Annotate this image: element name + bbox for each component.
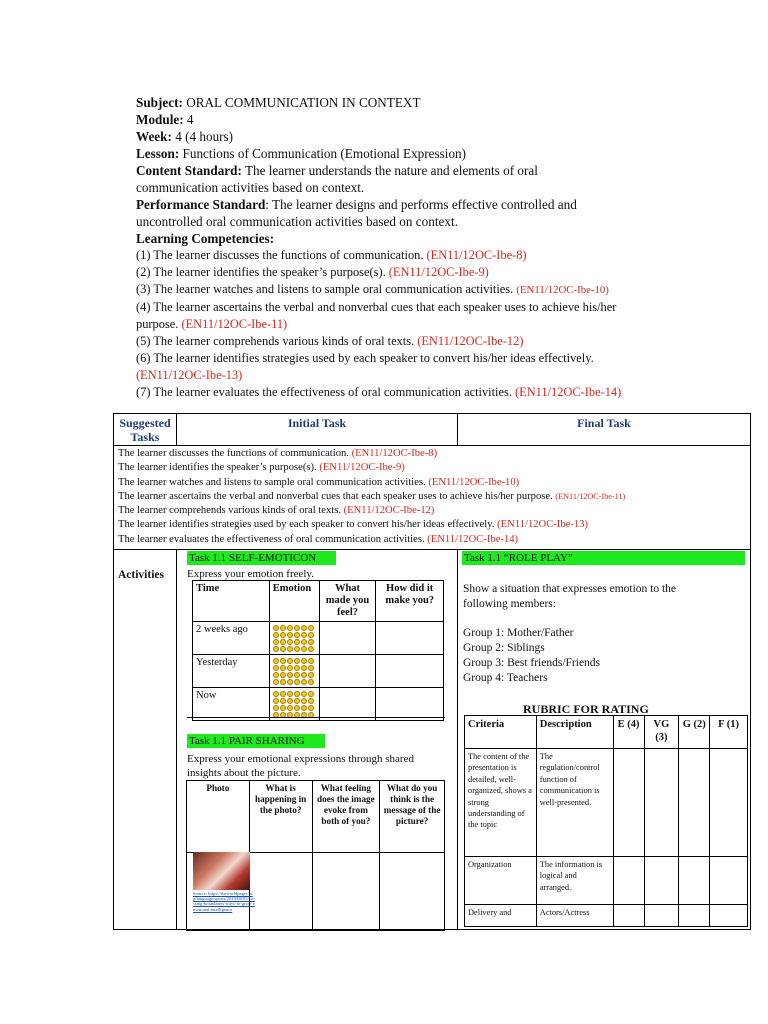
emoji-face-icon xyxy=(287,625,293,631)
emoji-face-icon xyxy=(273,639,279,645)
emoji-face-icon xyxy=(301,705,307,711)
emoji-face-icon xyxy=(301,665,307,671)
emoji-face-icon xyxy=(308,672,314,678)
lesson-header xyxy=(136,94,696,401)
all-tasks-list xyxy=(118,447,748,547)
answer-cell[interactable] xyxy=(376,622,444,655)
emoji-face-icon xyxy=(301,639,307,645)
task-line: The learner identifies strategies used by each speaker to convert his/her ideas effectively. (EN11/12OC-Ibe-13) xyxy=(118,519,588,531)
emoji-face-icon xyxy=(287,705,293,711)
emoji-face-icon xyxy=(273,698,279,704)
divider xyxy=(176,549,177,930)
initial-task-heading: Initial Task xyxy=(287,416,347,430)
rubric-title: RUBRIC FOR RATING xyxy=(523,702,649,716)
competency-7: (7) The learner evaluates the effectiveness of oral communication activities. (EN11/12OC-Ibe-14) xyxy=(136,385,622,399)
task-role-play-title: Task 1.1 “ROLE PLAY” xyxy=(462,551,745,565)
emoji-face-icon xyxy=(294,639,300,645)
competency-6-cont: (EN11/12OC-Ibe-13) xyxy=(136,368,243,382)
emoji-face-icon xyxy=(301,632,307,638)
emoji-face-icon xyxy=(273,625,279,631)
competency-3: (3) The learner watches and listens to sample oral communication activities. (EN11/12OC-Ibe-10) xyxy=(136,282,609,296)
col-message: What do you think is the message of the picture? xyxy=(380,781,445,853)
group-3: Group 3: Best friends/Friends xyxy=(463,657,601,669)
competency-4: (4) The learner ascertains the verbal and nonverbal cues that each speaker uses to achieve his/her xyxy=(136,300,617,314)
col-photo: Photo xyxy=(187,781,250,853)
emoji-face-icon xyxy=(301,691,307,697)
score-cell[interactable] xyxy=(679,857,710,905)
criteria-content: The content of the presentation is detailed, well-organized, shows a strong understanding of the topic xyxy=(465,749,537,857)
emoji-face-icon xyxy=(273,665,279,671)
emoji-face-icon xyxy=(287,691,293,697)
emoji-face-icon xyxy=(280,625,286,631)
task-self-emoticon-title: Task 1.1 SELF-EMOTICON xyxy=(187,551,336,565)
emoji-grid-icon xyxy=(269,655,319,688)
emoji-face-icon xyxy=(280,639,286,645)
group-4: Group 4: Teachers xyxy=(463,672,548,684)
row-yesterday: Yesterday xyxy=(193,655,270,688)
emoji-face-icon xyxy=(287,658,293,664)
emoji-face-icon xyxy=(280,658,286,664)
emoji-grid-icon xyxy=(269,688,319,721)
col-good: G (2) xyxy=(679,716,710,749)
emoji-face-icon xyxy=(287,646,293,652)
answer-cell[interactable] xyxy=(380,853,445,931)
emoji-face-icon xyxy=(294,698,300,704)
score-cell[interactable] xyxy=(613,857,644,905)
self-emoticon-table xyxy=(192,580,444,721)
emoji-face-icon xyxy=(308,679,314,685)
performance-standard-line: Performance Standard: The learner designs and performs effective controlled and xyxy=(136,197,577,212)
emoji-face-icon xyxy=(280,665,286,671)
row-now: Now xyxy=(193,688,270,721)
task-line: The learner discusses the functions of communication. (EN11/12OC-Ibe-8) xyxy=(118,448,438,459)
emoji-face-icon xyxy=(287,679,293,685)
answer-cell[interactable] xyxy=(319,655,376,688)
emoji-grid-icon xyxy=(269,622,319,655)
emoji-face-icon xyxy=(294,646,300,652)
emoji-face-icon xyxy=(287,639,293,645)
score-cell[interactable] xyxy=(613,905,644,927)
description-delivery: Actors/Actress xyxy=(536,905,613,927)
col-how-did-it-make-you: How did it make you? xyxy=(376,581,444,622)
emoji-face-icon xyxy=(308,705,314,711)
answer-cell[interactable] xyxy=(312,853,380,931)
competency-6: (6) The learner identifies strategies used by each speaker to convert his/her ideas effectively. xyxy=(136,351,594,365)
emoji-face-icon xyxy=(308,698,314,704)
final-task-heading: Final Task xyxy=(577,416,631,430)
emoji-face-icon xyxy=(280,705,286,711)
emoji-face-icon xyxy=(301,698,307,704)
col-time: Time xyxy=(193,581,270,622)
task-self-instruction: Express your emotion freely. xyxy=(187,568,314,580)
emoji-face-icon xyxy=(301,672,307,678)
emoji-face-icon xyxy=(287,672,293,678)
criteria-organization: Organization xyxy=(465,857,537,905)
emoji-face-icon xyxy=(294,705,300,711)
emoji-face-icon xyxy=(273,672,279,678)
emoji-faces xyxy=(273,691,316,718)
task-pair-instruction-2: insights about the picture. xyxy=(187,767,301,779)
competency-5: (5) The learner comprehends various kinds of oral texts. (EN11/12OC-Ibe-12) xyxy=(136,334,524,348)
emoji-face-icon xyxy=(280,698,286,704)
content-standard-line-2: communication activities based on context. xyxy=(136,180,365,195)
task-pair-instruction-1: Express your emotional expressions through shared xyxy=(187,753,414,765)
score-cell[interactable] xyxy=(644,749,679,857)
score-cell[interactable] xyxy=(710,749,748,857)
score-cell[interactable] xyxy=(710,857,748,905)
col-very-good: VG (3) xyxy=(644,716,679,749)
emoji-face-icon xyxy=(294,691,300,697)
module-line: Module: 4 xyxy=(136,112,194,127)
emoji-face-icon xyxy=(301,646,307,652)
task-line: The learner evaluates the effectiveness of oral communication activities. (EN11/12OC-Ibe-14) xyxy=(118,533,519,545)
emoji-face-icon xyxy=(287,665,293,671)
emoji-face-icon xyxy=(280,646,286,652)
emoji-face-icon xyxy=(280,632,286,638)
answer-cell[interactable] xyxy=(319,688,376,721)
rubric-table xyxy=(464,715,748,927)
emoji-face-icon xyxy=(308,665,314,671)
col-criteria: Criteria xyxy=(465,716,537,749)
photo-credit-link[interactable]: Source: https://theworldpages.org/language/sports/2019/08/05/crossing-boundaries-ways-to-grow-emotional-intelligence xyxy=(193,891,255,912)
emoji-face-icon xyxy=(294,625,300,631)
answer-cell[interactable] xyxy=(319,622,376,655)
group-2: Group 2: Siblings xyxy=(463,642,545,654)
competencies-heading: Learning Competencies: xyxy=(136,231,275,246)
task-line: The learner ascertains the verbal and nonverbal cues that each speaker uses to achieve his/her purpose. (EN11/12OC-Ibe-11) xyxy=(118,490,626,502)
col-what-made-you-feel: What made you feel? xyxy=(319,581,376,622)
competency-4-cont: purpose. (EN11/12OC-Ibe-11) xyxy=(136,317,288,331)
description-organization: The information is logical and arranged. xyxy=(536,857,613,905)
emoji-face-icon xyxy=(280,672,286,678)
emoji-face-icon xyxy=(273,691,279,697)
task-role-instruction-2: following members: xyxy=(463,598,556,610)
emoji-face-icon xyxy=(308,691,314,697)
emoji-face-icon xyxy=(294,679,300,685)
suggested-tasks-heading: Suggested Tasks xyxy=(119,416,171,444)
emoji-face-icon xyxy=(273,632,279,638)
score-cell[interactable] xyxy=(710,905,748,927)
subject-line: Subject: ORAL COMMUNICATION IN CONTEXT xyxy=(136,95,421,110)
lesson-line: Lesson: Functions of Communication (Emotional Expression) xyxy=(136,146,467,161)
divider xyxy=(457,549,458,930)
col-excellent: E (4) xyxy=(613,716,644,749)
emoji-face-icon xyxy=(280,679,286,685)
week-line: Week: 4 (4 hours) xyxy=(136,129,234,144)
score-cell[interactable] xyxy=(613,749,644,857)
separator-line xyxy=(187,717,445,718)
emoji-face-icon xyxy=(308,639,314,645)
task-role-instruction-1: Show a situation that expresses emotion to the xyxy=(463,583,677,595)
emoji-face-icon xyxy=(287,632,293,638)
emoji-face-icon xyxy=(287,698,293,704)
emoji-face-icon xyxy=(301,625,307,631)
task-line: The learner identifies the speaker’s purpose(s). (EN11/12OC-Ibe-9) xyxy=(118,462,405,474)
emoji-face-icon xyxy=(294,665,300,671)
task-line: The learner watches and listens to sample oral communication activities. (EN11/12OC-Ibe-10) xyxy=(118,476,520,488)
emoji-face-icon xyxy=(308,625,314,631)
score-cell[interactable] xyxy=(679,749,710,857)
row-2-weeks-ago: 2 weeks ago xyxy=(193,622,270,655)
emoji-face-icon xyxy=(273,646,279,652)
emoji-face-icon xyxy=(308,632,314,638)
emoji-face-icon xyxy=(301,658,307,664)
competency-2: (2) The learner identifies the speaker’s purpose(s). (EN11/12OC-Ibe-9) xyxy=(136,265,489,279)
activities-label: Activities xyxy=(118,569,164,581)
answer-cell[interactable] xyxy=(376,655,444,688)
description-content: The regulation/control function of communication is well-presented. xyxy=(536,749,613,857)
col-emotion: Emotion xyxy=(269,581,319,622)
emoji-face-icon xyxy=(308,658,314,664)
col-fair: F (1) xyxy=(710,716,748,749)
score-cell[interactable] xyxy=(644,905,679,927)
emoji-face-icon xyxy=(294,658,300,664)
col-description: Description xyxy=(536,716,613,749)
task-line: The learner comprehends various kinds of oral texts. (EN11/12OC-Ibe-12) xyxy=(118,505,435,517)
answer-cell[interactable] xyxy=(249,853,312,931)
performance-standard-line-2: uncontrolled oral communication activities based on context. xyxy=(136,214,458,229)
emoji-face-icon xyxy=(294,632,300,638)
criteria-delivery: Delivery and xyxy=(465,905,537,927)
content-standard-line: Content Standard: The learner understands the nature and elements of oral xyxy=(136,163,538,178)
emoji-face-icon xyxy=(280,691,286,697)
col-what-feeling: What feeling does the image evoke from both of you? xyxy=(312,781,380,853)
emoji-faces xyxy=(273,658,316,685)
emoji-face-icon xyxy=(273,679,279,685)
score-cell[interactable] xyxy=(679,905,710,927)
emoji-face-icon xyxy=(301,679,307,685)
group-1: Group 1: Mother/Father xyxy=(463,627,574,639)
col-what-is-happening: What is happening in the photo? xyxy=(249,781,312,853)
divider xyxy=(113,549,751,550)
score-cell[interactable] xyxy=(644,857,679,905)
emoji-face-icon xyxy=(273,658,279,664)
emoji-faces xyxy=(273,625,316,652)
task-pair-sharing-title: Task 1.1 PAIR SHARING xyxy=(187,734,325,748)
emoji-face-icon xyxy=(273,705,279,711)
answer-cell[interactable] xyxy=(376,688,444,721)
emoji-face-icon xyxy=(294,672,300,678)
competency-1: (1) The learner discusses the functions of communication. (EN11/12OC-Ibe-8) xyxy=(136,248,527,262)
emoji-face-icon xyxy=(308,646,314,652)
divider xyxy=(113,445,751,446)
sports-photo xyxy=(193,852,250,890)
